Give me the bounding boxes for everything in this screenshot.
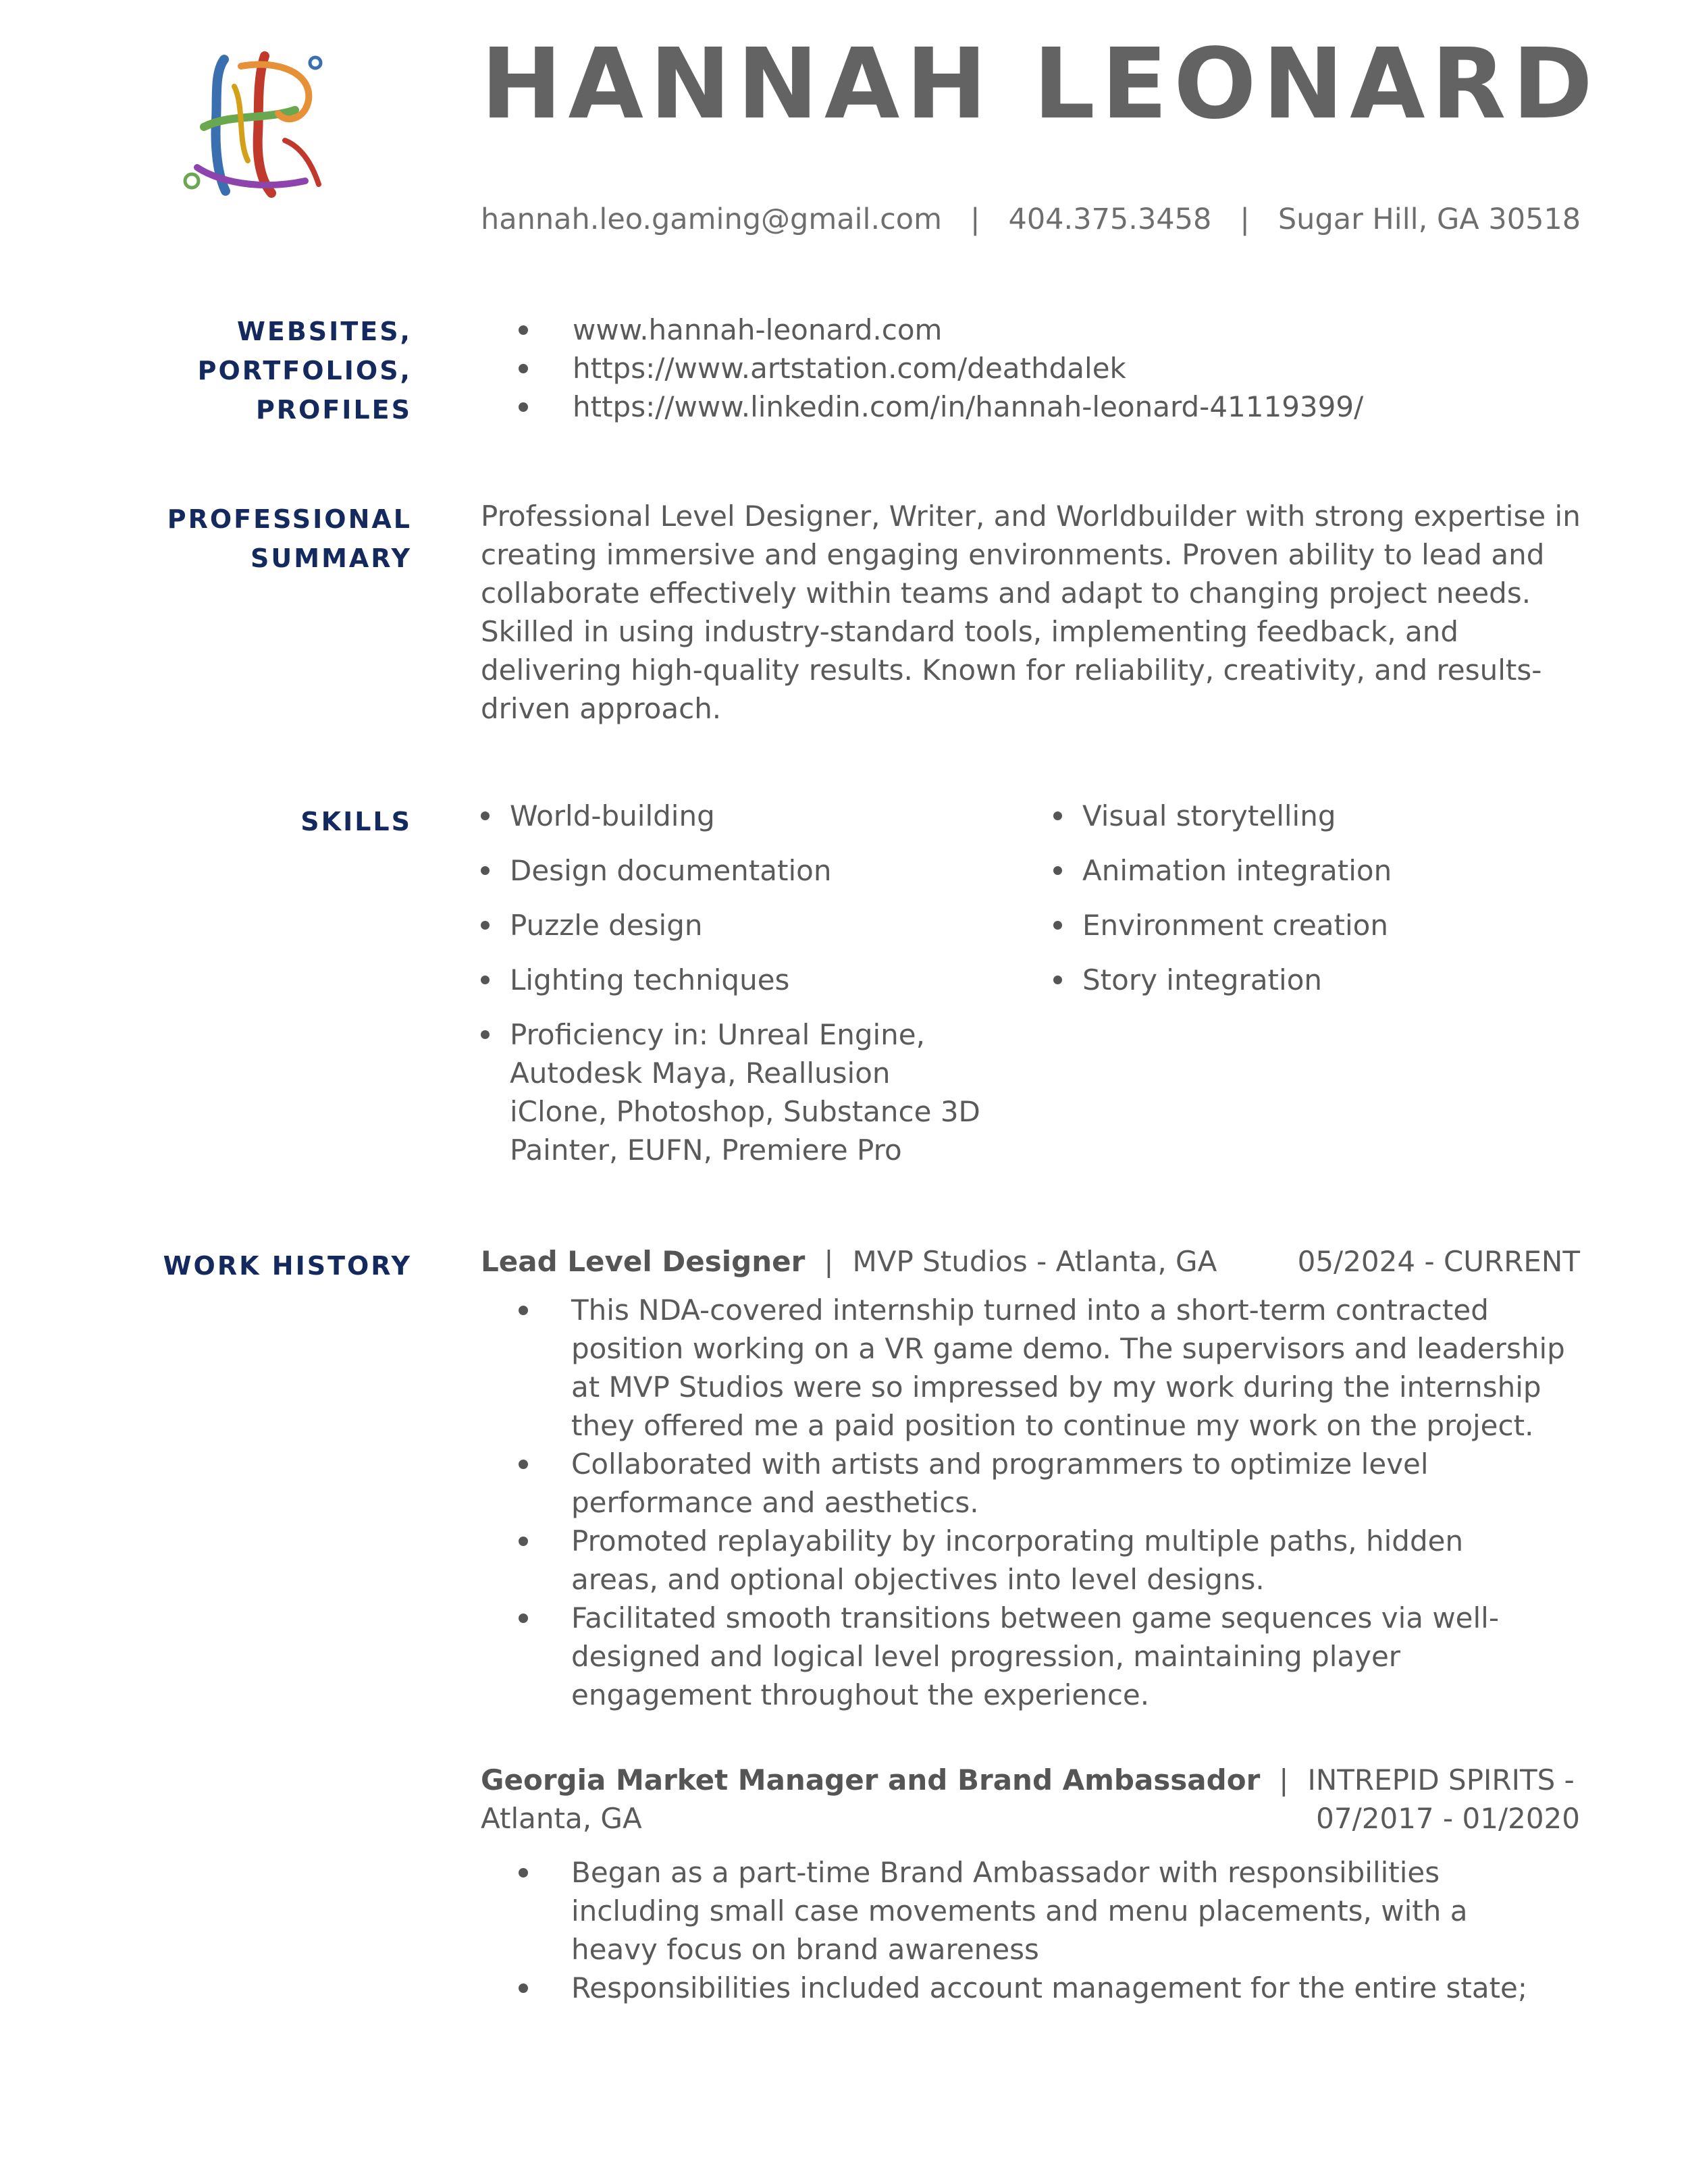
skill-item [1053,906,1392,944]
list-item [519,1445,1565,1522]
skill-text: Puzzle design [510,909,703,942]
website-link[interactable]: www.hannah-leonard.com [573,313,943,346]
bullet-text: Responsibilities included account management for the entire state; [571,1971,1528,2004]
skill-text: Autodesk Maya, Reallusion [510,1057,891,1090]
job-header [481,1761,1575,1799]
list-item [519,388,1363,426]
skill-text: Animation integration [1082,854,1392,887]
job-header [481,1242,1217,1281]
job-location: Atlanta, GA [481,1802,642,1835]
skills-list-right [1053,797,1392,1015]
skill-text: Painter, EUFN, Premiere Pro [510,1134,902,1167]
artstation-link[interactable]: https://www.artstation.com/deathdalek [573,352,1126,385]
skill-item [1053,851,1392,890]
list-item [519,349,1363,388]
skill-item [481,851,980,890]
heading-line: SUMMARY [250,543,412,573]
list-item [519,1522,1565,1599]
bullet-text: Promoted replayability by incorporating multiple paths, hidden [571,1524,1464,1557]
bullet-icon [1053,811,1062,820]
list-item [519,1291,1565,1445]
summary-line: Professional Level Designer, Writer, and Worldbuilder with strong expertise in [481,500,1581,533]
heading-line: PROFILES [255,395,412,425]
list-item [519,311,1363,349]
separator: | [1240,203,1250,236]
bullet-icon [1053,921,1062,930]
location: Sugar Hill, GA 30518 [1277,203,1581,236]
summary-line: driven approach. [481,692,722,725]
bullet-text: heavy focus on brand awareness [571,1933,1039,1966]
skill-text: iClone, Photoshop, Substance 3D [510,1095,980,1128]
summary-paragraph [481,497,1595,728]
bullet-text: at MVP Studios were so impressed by my work during the internship [571,1370,1541,1404]
skill-text: Proficiency in: Unreal Engine, [510,1018,925,1051]
skill-item [1053,797,1392,835]
skill-item [481,906,980,944]
bullet-icon [481,921,490,930]
bullet-icon [481,866,490,875]
summary-line: collaborate effectively within teams and adapt to changing project needs. [481,577,1531,610]
bullet-text: Facilitated smooth transitions between game sequences via well- [571,1601,1500,1634]
hl-monogram-icon [177,46,332,201]
summary-line: delivering high-quality results. Known for reliability, creativity, and results- [481,654,1542,687]
skill-text: Visual storytelling [1082,799,1336,832]
skill-item [481,797,980,835]
bullet-icon [519,325,528,335]
heading-line: PROFESSIONAL [167,504,412,534]
bullet-text: This NDA-covered internship turned into a short-term contracted [571,1294,1489,1327]
summary-line: Skilled in using industry-standard tools, implementing feedback, and [481,615,1459,648]
skill-text: World-building [510,799,715,832]
skill-item [1053,961,1392,999]
bullet-text: including small case movements and menu placements, with a [571,1894,1468,1927]
bullet-text: Began as a part-time Brand Ambassador with responsibilities [571,1856,1440,1889]
job-dates: 05/2024 - CURRENT [1297,1245,1580,1278]
bullet-icon [519,1537,528,1546]
separator: | [824,1245,834,1278]
bullet-icon [481,1030,490,1039]
section-heading-skills: SKILLS [300,807,412,836]
linkedin-link[interactable]: https://www.linkedin.com/in/hannah-leonard-41119399/ [573,390,1364,423]
bullet-icon [519,402,528,412]
job-company: MVP Studios - Atlanta, GA [852,1245,1217,1278]
bullet-text: areas, and optional objectives into level designs. [571,1563,1265,1596]
bullet-text: performance and aesthetics. [571,1486,979,1519]
heading-line: WEBSITES, [236,317,412,346]
bullet-icon [519,364,528,373]
job-title: Lead Level Designer [481,1245,806,1278]
websites-list [519,311,1363,426]
skill-item [481,1015,980,1169]
heading-line: PORTFOLIOS, [197,356,412,385]
skills-list-left [481,797,980,1186]
bullet-icon [519,1983,528,1993]
bullet-icon [519,1868,528,1877]
bullet-text: engagement throughout the experience. [571,1678,1150,1711]
job-bullets [519,1853,1527,2007]
skill-item [481,961,980,999]
bullet-icon [1053,976,1062,984]
email-link[interactable]: hannah.leo.gaming@gmail.com [481,203,942,236]
candidate-name: HANNAH LEONARD [481,27,1599,140]
job-company: INTREPID SPIRITS - [1307,1763,1575,1796]
bullet-icon [519,1614,528,1623]
separator: | [970,203,980,236]
contact-line [481,203,1581,236]
bullet-icon [519,1460,528,1469]
skill-text: Environment creation [1082,909,1388,942]
summary-line: creating immersive and engaging environments. Proven ability to lead and [481,538,1545,571]
job-title: Georgia Market Manager and Brand Ambassador [481,1763,1261,1796]
bullet-text: they offered me a paid position to continue my work on the project. [571,1409,1534,1442]
bullet-icon [1053,866,1062,875]
skill-text: Story integration [1082,963,1323,996]
bullet-text: Collaborated with artists and programmers to optimize level [571,1447,1429,1481]
separator: | [1279,1763,1289,1796]
job-dates: 07/2017 - 01/2020 [1316,1802,1580,1835]
section-heading-summary [61,500,412,578]
bullet-text: position working on a VR game demo. The supervisors and leadership [571,1332,1565,1365]
list-item [519,1599,1565,1714]
section-heading-work-history: WORK HISTORY [163,1251,412,1281]
section-heading-websites [61,312,412,429]
bullet-text: designed and logical level progression, maintaining player [571,1640,1401,1673]
bullet-icon [519,1306,528,1315]
bullet-icon [481,976,490,984]
job-bullets [519,1291,1565,1714]
bullet-icon [481,811,490,820]
phone-number: 404.375.3458 [1008,203,1212,236]
list-item [519,1853,1527,1969]
list-item [519,1969,1527,2007]
skill-text: Design documentation [510,854,832,887]
skill-text: Lighting techniques [510,963,790,996]
